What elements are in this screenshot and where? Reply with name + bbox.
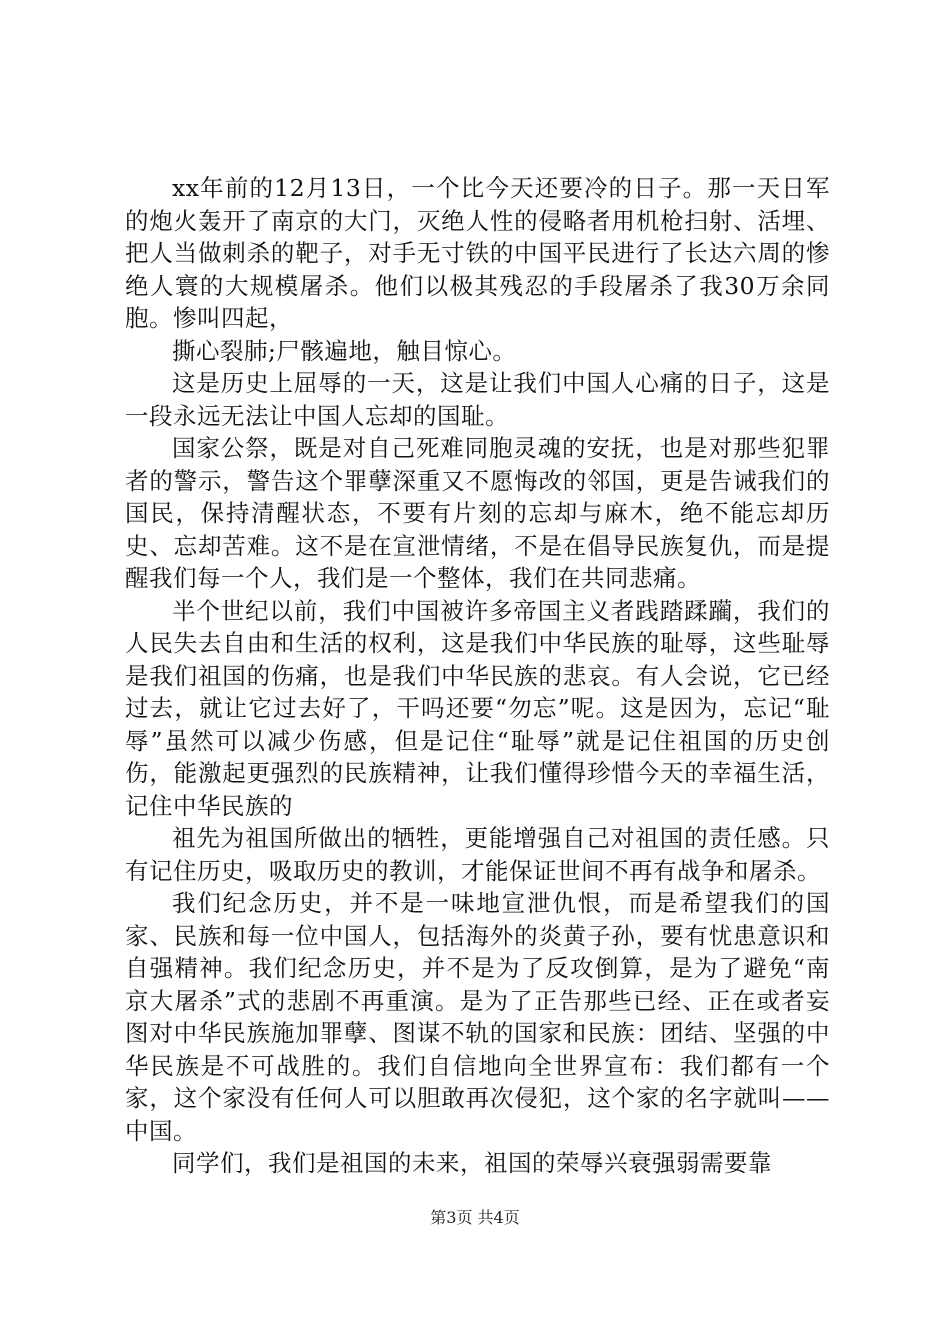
paragraph: 半个世纪以前，我们中国被许多帝国主义者践踏蹂躏，我们的人民失去自由和生活的权利，这是我们中华民族的耻辱，这些耻辱是我们祖国的伤痛，也是我们中华民族的悲哀。有人会说，它已经过去，就让它过去好了，干吗还要“勿忘”呢。这是因为，忘记“耻辱”虽然可以减少伤感，但是记住“耻辱”就是记住祖国的历史创伤，能激起更强烈的民族精神，让我们懂得珍惜今天的幸福生活，记住中华民族的 bbox=[125, 596, 830, 820]
document-body bbox=[125, 172, 830, 1180]
paragraph: 祖先为祖国所做出的牺牲，更能增强自己对祖国的责任感。只有记住历史，吸取历史的教训，才能保证世间不再有战争和屠杀。 bbox=[125, 824, 830, 885]
paragraph: 撕心裂肺;尸骸遍地，触目惊心。 bbox=[172, 336, 517, 365]
paragraph: xx年前的12月13日，一个比今天还要冷的日子。那一天日军的炮火轰开了南京的大门，灭绝人性的侵略者用机枪扫射、活埋、把人当做刺杀的靶子，对手无寸铁的中国平民进行了长达六周的惨绝人寰的大规模屠杀。他们以极其残忍的手段屠杀了我30万余同胞。惨叫四起， bbox=[125, 174, 830, 332]
paragraph: 这是历史上屈辱的一天，这是让我们中国人心痛的日子，这是一段永远无法让中国人忘却的国耻。 bbox=[125, 369, 830, 430]
paragraph: 同学们，我们是祖国的未来，祖国的荣辱兴衰强弱需要靠 bbox=[172, 1149, 772, 1177]
page-number-footer: 第3页 共4页 bbox=[430, 1208, 520, 1227]
paragraph: 我们纪念历史，并不是一味地宣泄仇恨，而是希望我们的国家、民族和每一位中国人，包括海外的炎黄子孙，要有忧患意识和自强精神。我们纪念历史，并不是为了反攻倒算，是为了避免“南京大屠杀”式的悲剧不再重演。是为了正告那些已经、正在或者妄图对中华民族施加罪孽、图谋不轨的国家和民族：团结、坚强的中华民族是不可战胜的。我们自信地向全世界宣布：我们都有一个家，这个家没有任何人可以胆敢再次侵犯，这个家的名字就叫——中国。 bbox=[125, 889, 830, 1145]
paragraph: 国家公祭，既是对自己死难同胞灵魂的安抚，也是对那些犯罪者的警示，警告这个罪孽深重又不愿悔改的邻国，更是告诫我们的国民，保持清醒状态，不要有片刻的忘却与麻木，绝不能忘却历史、忘却苦难。这不是在宣泄情绪，不是在倡导民族复仇，而是提醒我们每一个人，我们是一个整体，我们在共同悲痛。 bbox=[125, 434, 830, 592]
